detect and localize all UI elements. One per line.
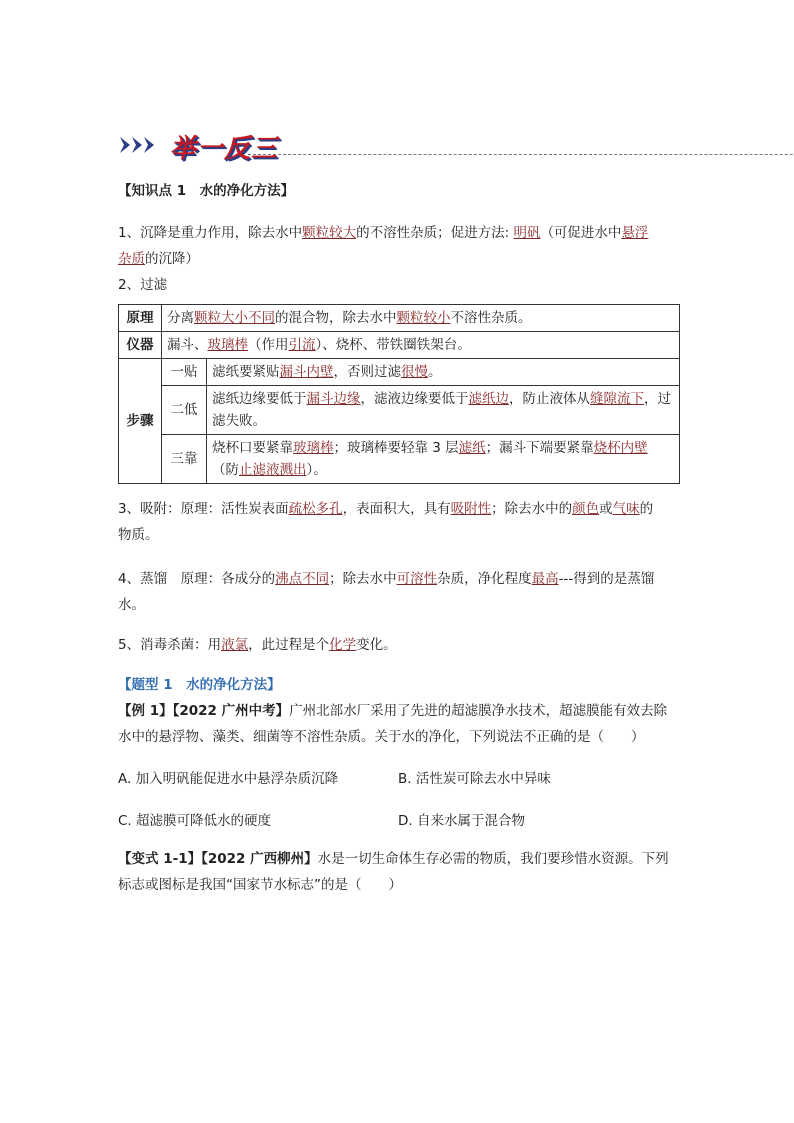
table-cell: 滤纸边缘要低于漏斗边缘，滤液边缘要低于滤纸边，防止液体从缝隙流下，过滤失败。 [207,386,680,435]
banner-divider [248,154,794,155]
step-label: 一贴 [162,359,207,386]
section-banner [120,124,770,164]
example-1: 【例 1】【2022 广州中考】广州北部水厂采用了先进的超滤膜净水技术，超滤膜能有效去除 水中的悬浮物、藻类、细菌等不溶性杂质。关于水的净化，下列说法不正确的是（ ） [118,703,668,745]
table-row [119,386,680,435]
step-label: 二低 [162,386,207,435]
knowledge-heading: 【知识点 1 水的净化方法】 [118,183,295,199]
table-row [119,435,680,484]
table-cell: 烧杯口要紧靠玻璃棒；玻璃棒要轻靠 3 层滤纸；漏斗下端要紧靠烧杯内壁（防止滤液溅出）。 [207,435,680,484]
triple-arrow-icon [120,134,168,156]
variant-1-1: 【变式 1-1】【2022 广西柳州】水是一切生命体生存必需的物质，我们要珍惜水资源。下列 标志或图标是我国“国家节水标志”的是（ ） [118,851,669,893]
table-cell: 漏斗、玻璃棒（作用引流）、烧杯、带铁圈铁架台。 [162,332,680,359]
banner-title: 举一反三 [170,134,279,164]
filtration-table [118,304,680,484]
option-a: A. 加入明矾能促进水中悬浮杂质沉降 [118,771,339,787]
table-cell: 分离颗粒大小不同的混合物，除去水中颗粒较小不溶性杂质。 [162,305,680,332]
question-type-heading: 【题型 1 水的净化方法】 [118,677,281,693]
option-b: B. 活性炭可除去水中异味 [398,771,551,787]
table-cell: 滤纸要紧贴漏斗内壁，否则过滤很慢。 [207,359,680,386]
point-3: 3、吸附：原理：活性炭表面疏松多孔，表面积大，具有吸附性；除去水中的颜色或气味的 物质。 [118,501,654,543]
step-label: 三靠 [162,435,207,484]
table-row [119,359,680,386]
table-row [119,332,680,359]
row-label: 原理 [119,305,162,332]
point-5: 5、消毒杀菌：用液氯，此过程是个化学变化。 [118,637,397,653]
option-c: C. 超滤膜可降低水的硬度 [118,813,272,829]
table-row [119,305,680,332]
row-label: 步骤 [119,359,162,484]
point-4: 4、蒸馏 原理：各成分的沸点不同；除去水中可溶性杂质，净化程度最高---得到的是蒸馏 水。 [118,571,655,613]
point-2: 2、过滤 [118,277,168,293]
option-d: D. 自来水属于混合物 [398,813,525,829]
point-1: 1、沉降是重力作用，除去水中颗粒较大的不溶性杂质；促进方法: 明矾（可促进水中悬浮 杂质的沉降） [118,225,649,267]
row-label: 仪器 [119,332,162,359]
